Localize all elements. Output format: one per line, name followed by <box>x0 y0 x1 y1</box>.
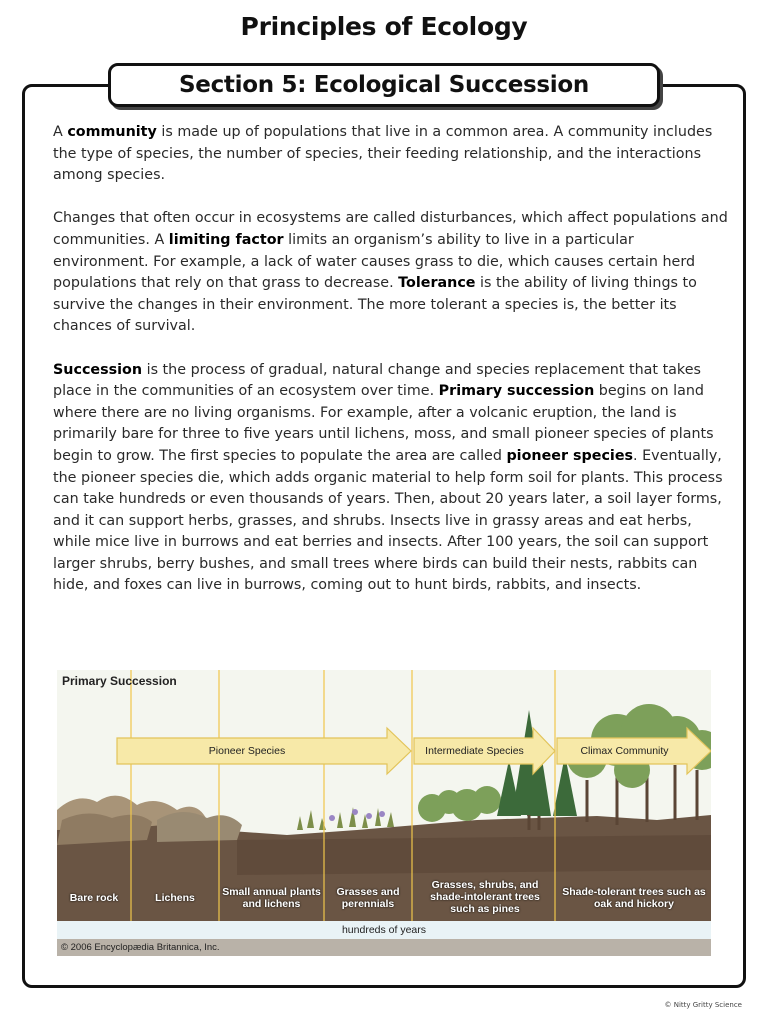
timeline-bar: hundreds of years <box>57 921 711 939</box>
text-run: is made up of populations that live in a common area. A community includes the type of species, the number of species, their feeding relationship, and the interactions among species. <box>53 124 713 184</box>
figure-title: Primary Succession <box>62 674 177 688</box>
stage-label-bare-rock: Bare rock <box>69 892 119 904</box>
section-title: Section 5: Ecological Succession <box>108 63 660 107</box>
stage-label-small-annuals: Small annual plants and lichens <box>222 886 321 910</box>
key-term: pioneer species <box>506 447 634 464</box>
figure-credit: © 2006 Encyclopædia Britannica, Inc. <box>57 939 711 956</box>
dark-soil-band <box>237 835 711 875</box>
rock-shadow-shape <box>57 813 152 845</box>
text-run: is the process of gradual, natural change and species replacement that takes place in the communities of an ecosystem over time. <box>53 361 701 400</box>
key-term: community <box>67 124 157 140</box>
text-run: is the ability of living things to survive the changes in their environment. The more tolerant a species is, the better its chances of survival. <box>53 275 697 335</box>
key-term: limiting factor <box>168 231 284 248</box>
key-term: Tolerance <box>398 275 476 292</box>
paragraph-disturbances <box>53 208 733 338</box>
stage-label-grasses: Grasses and perennials <box>336 886 400 910</box>
paragraph-community <box>53 122 733 187</box>
text-run: . Eventually, the pioneer species die, which adds organic material to help form soil for plants. This process can take hundreds or even thousands of years. Then, about 20 years later, a soil layer forms, and it can support herbs, grasses, and shrubs. Insects live in grassy areas and eat herbs, while mice live in burrows and eat berries and insects. After 100 years, the soil can support larger shrubs, berry bushes, and small trees where birds can build their nests, rabbits can hide, and foxes can live in burrows, coming out to hunt birds, rabbits, and insects. <box>53 447 723 594</box>
text-run: limits an organism’s ability to live in a particular environment. For example, a lack of water causes grass to die, which causes certain herd populations that rely on that grass to decrease. <box>53 231 696 292</box>
stage-label-lichens: Lichens <box>155 892 195 904</box>
article-body <box>53 122 733 619</box>
page-title: Principles of Ecology <box>240 12 528 41</box>
key-term: Primary succession <box>438 383 595 400</box>
stage-label-climax-trees: Shade-tolerant trees such as oak and hickory <box>562 886 706 910</box>
text-run: begins on land where there are no living organisms. For example, after a volcanic eruption, the land is primarily bare for three to five years until lichens, moss, and small pioneer species of plants begin to grow. The first species to populate the area are called <box>53 383 714 464</box>
text-run: A <box>53 124 68 140</box>
text-run: Changes that often occur in ecosystems are called disturbances, which affect populations and communities. A <box>53 210 728 248</box>
arrow-label-intermediate: Intermediate Species <box>425 745 524 757</box>
key-term: Succession <box>53 361 143 378</box>
arrow-label-pioneer: Pioneer Species <box>208 745 286 757</box>
paragraph-succession <box>53 360 733 598</box>
stage-label-shrubs-pines: Grasses, shrubs, and shade-intolerant trees such as pines <box>430 879 540 915</box>
copyright-notice: © Nitty Gritty Science <box>664 1001 742 1009</box>
succession-illustration <box>57 670 711 921</box>
lichen-rock-shape <box>157 812 242 842</box>
primary-succession-figure <box>57 670 711 956</box>
shrub-clump <box>418 786 501 822</box>
grass-clump <box>297 807 394 830</box>
arrow-label-climax: Climax Community <box>580 745 669 757</box>
